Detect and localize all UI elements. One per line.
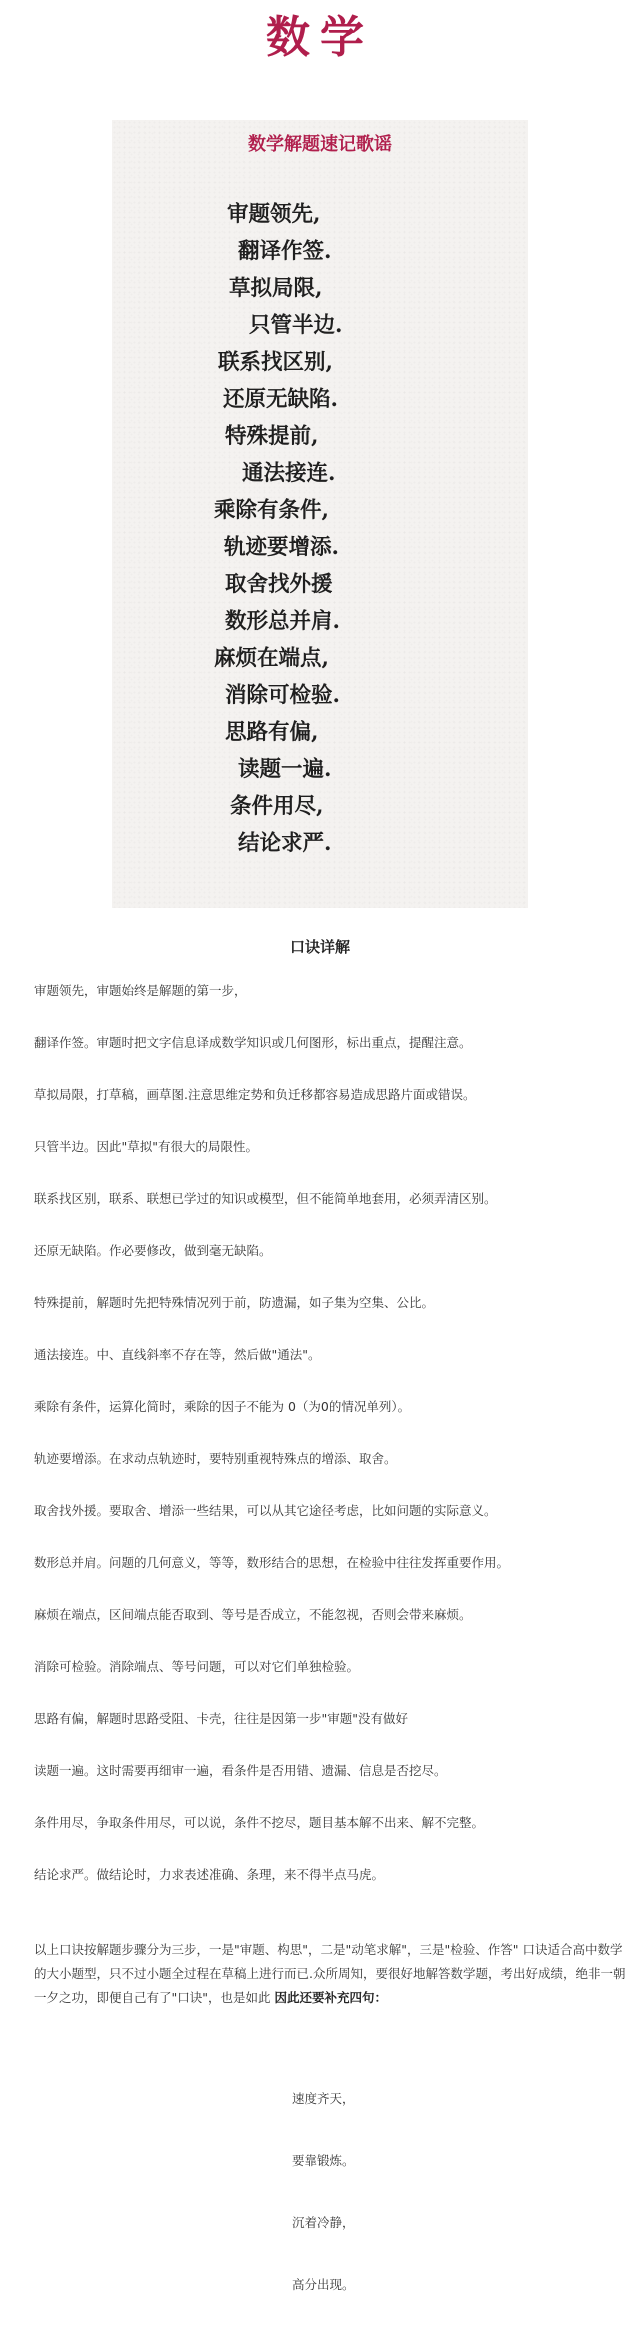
poem-line: 条件用尽,: [230, 794, 324, 819]
page-title: 数学: [266, 12, 374, 63]
poem-line: 乘除有条件,: [214, 498, 329, 523]
explanation-item: 消除可检验。消除端点、等号问题，可以对它们单独检验。: [34, 1659, 360, 1674]
verse-line: 要靠锻炼。: [292, 2153, 355, 2168]
explanation-item: 草拟局限，打草稿，画草图.注意思维定势和负迁移都容易造成思路片面或错误。: [34, 1087, 476, 1102]
explanation-item: 还原无缺陷。作必要修改，做到毫无缺陷。: [34, 1243, 272, 1258]
explanation-item: 思路有偏，解题时思路受阻、卡壳，往往是因第一步"审题"没有做好: [34, 1711, 409, 1726]
poem-line: 结论求严.: [238, 831, 332, 856]
explanation-item: 只管半边。因此"草拟"有很大的局限性。: [34, 1139, 258, 1154]
explanation-item: 翻译作签。审题时把文字信息译成数学知识或几何图形，标出重点，提醒注意。: [34, 1035, 472, 1050]
poem-line: 审题领先,: [227, 202, 321, 227]
poem-line: 轨迹要增添.: [224, 535, 339, 560]
poem-line: 取舍找外援: [225, 572, 333, 597]
poem-line: 还原无缺陷.: [223, 387, 338, 412]
poem-line: 麻烦在端点,: [214, 646, 329, 671]
summary-emphasis: 因此还要补充四句：: [274, 1990, 387, 2005]
poem-line: 数形总并肩.: [225, 609, 340, 634]
explanation-item: 轨迹要增添。在求动点轨迹时，要特别重视特殊点的增添、取舍。: [34, 1451, 397, 1466]
poem-line: 联系找区别,: [218, 350, 333, 375]
summary-paragraph: [34, 1938, 630, 2010]
explanation-item: 条件用尽，争取条件用尽，可以说，条件不挖尽，题目基本解不出来、解不完整。: [34, 1815, 485, 1830]
explanation-item: 乘除有条件，运算化简时，乘除的因子不能为 0（为0的情况单列）。: [34, 1399, 411, 1414]
explanation-item: 数形总并肩。问题的几何意义，等等，数形结合的思想，在检验中往往发挥重要作用。: [34, 1555, 510, 1570]
poem-line: 思路有偏,: [225, 720, 319, 745]
poem-line: 读题一遍.: [238, 757, 332, 782]
explanation-item: 读题一遍。这时需要再细审一遍，看条件是否用错、遗漏、信息是否挖尽。: [34, 1763, 447, 1778]
explanation-item: 审题领先，审题始终是解题的第一步，: [34, 983, 247, 998]
explanation-item: 取舍找外援。要取舍、增添一些结果，可以从其它途径考虑，比如问题的实际意义。: [34, 1503, 497, 1518]
summary-text: 以上口诀按解题步骤分为三步，一是"审题、构思"，二是"动笔求解"，三是"检验、作答" 口诀适合高中数学的大小题型，只不过小题全过程在草稿上进行而已.众所周知，要很好地解答数学题，考出好成绩，绝非一朝一夕之功，即便自己有了"口诀"，也是如此: [34, 1942, 626, 2005]
verse-line: 速度齐天，: [292, 2091, 355, 2106]
explanation-item: 通法接连。中、直线斜率不存在等，然后做"通法"。: [34, 1347, 321, 1362]
poem-line: 翻译作签.: [238, 239, 332, 264]
explanation-item: 联系找区别，联系、联想已学过的知识或模型，但不能简单地套用，必须弄清区别。: [34, 1191, 497, 1206]
poem-line: 草拟局限,: [229, 276, 323, 301]
explanation-item: 特殊提前，解题时先把特殊情况列于前，防遗漏，如子集为空集、公比。: [34, 1295, 435, 1310]
verse-line: 高分出现。: [292, 2277, 355, 2292]
poem-line: 通法接连.: [242, 461, 336, 486]
poem-title: 数学解题速记歌谣: [248, 134, 392, 155]
verse-line: 沉着冷静，: [292, 2215, 355, 2230]
poem-line: 特殊提前,: [225, 424, 319, 449]
explanation-heading: 口诀详解: [289, 938, 350, 956]
poem-line: 只管半边.: [249, 313, 343, 338]
explanation-item: 麻烦在端点，区间端点能否取到、等号是否成立，不能忽视，否则会带来麻烦。: [34, 1607, 472, 1622]
explanation-item: 结论求严。做结论时，力求表述准确、条理，来不得半点马虎。: [34, 1867, 385, 1882]
poem-card: [112, 120, 528, 908]
poem-line: 消除可检验.: [225, 683, 340, 708]
